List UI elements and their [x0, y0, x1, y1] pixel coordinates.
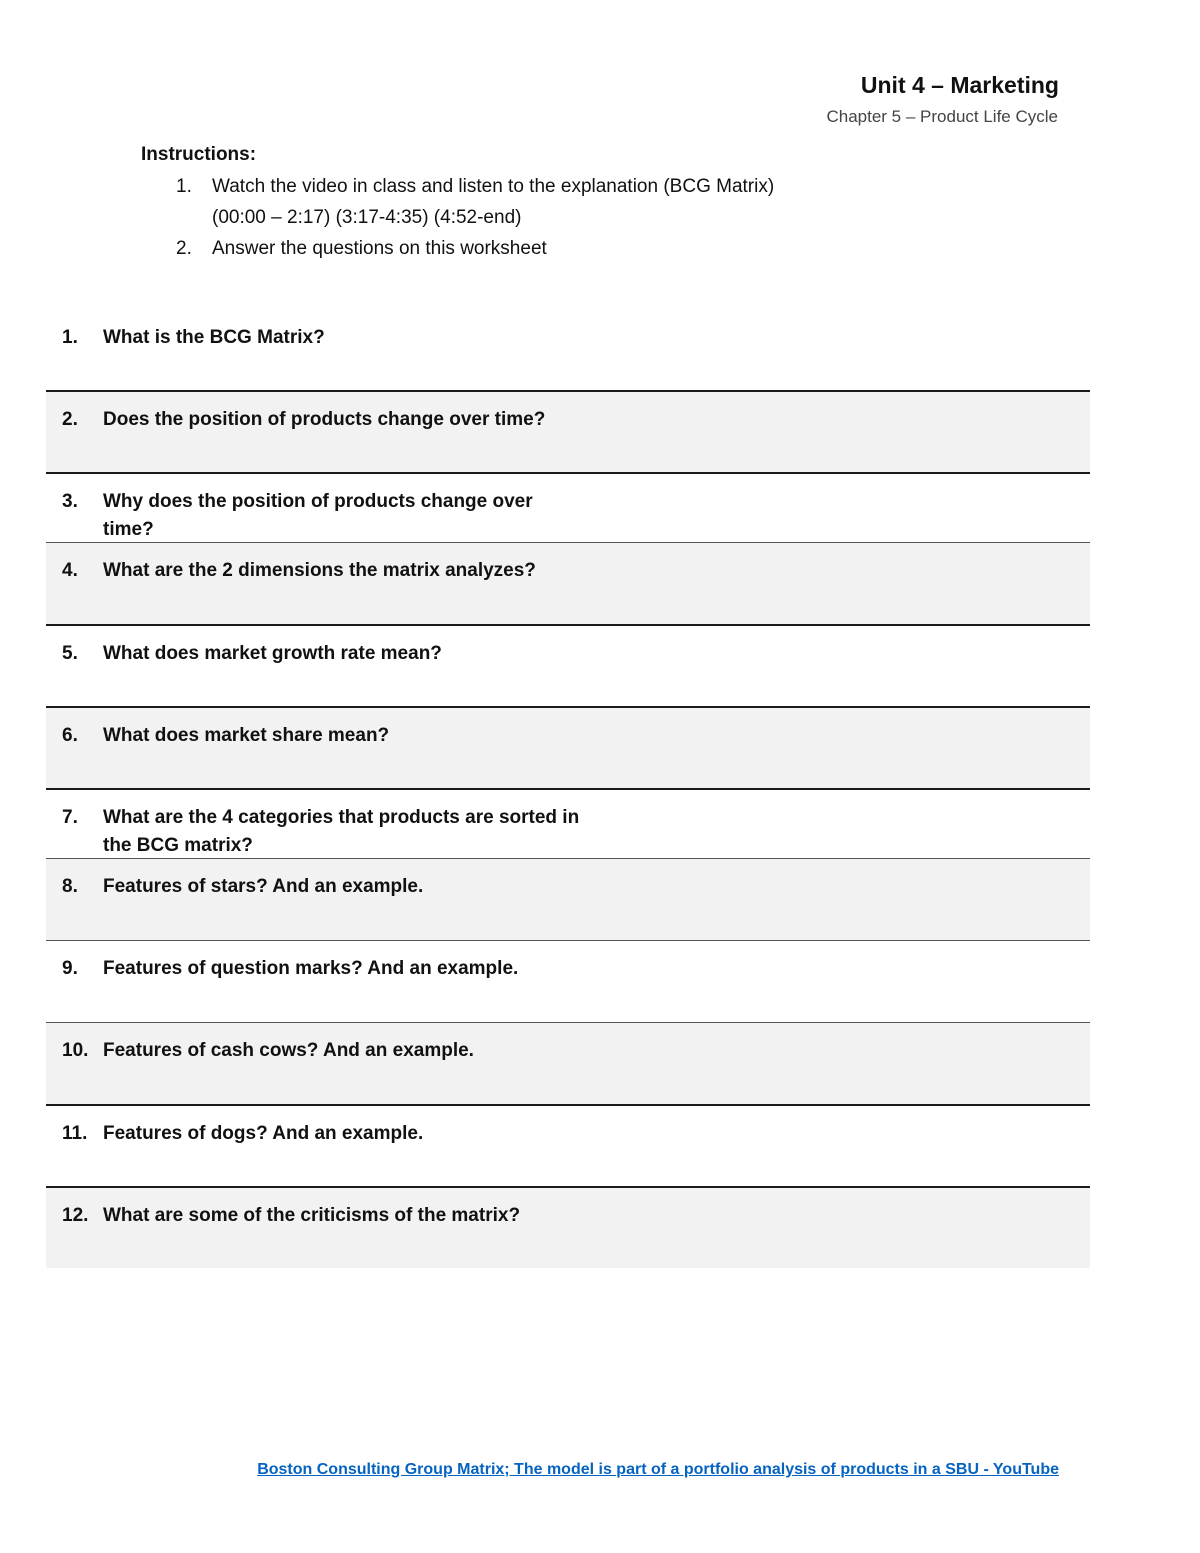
instruction-text: Answer the questions on this worksheet [212, 238, 547, 259]
question-row[interactable] [46, 788, 1090, 858]
question-text: What does market growth rate mean? [103, 643, 442, 664]
question-text: Features of question marks? And an example. [103, 958, 519, 979]
question-number: 7. [62, 807, 78, 828]
question-text: What are the 2 dimensions the matrix analyzes? [103, 560, 536, 581]
question-text: Does the position of products change over time? [103, 409, 546, 430]
question-row[interactable] [46, 940, 1090, 1022]
page-title: Unit 4 – Marketing [860, 72, 1059, 98]
question-row[interactable] [46, 1022, 1090, 1104]
question-text: What is the BCG Matrix? [103, 327, 325, 348]
instructions-block [141, 144, 774, 264]
question-number: 10. [62, 1040, 89, 1061]
question-list [46, 310, 1090, 1268]
instruction-number: 2. [176, 238, 192, 259]
question-text: Features of dogs? And an example. [103, 1123, 424, 1144]
question-text: Why does the position of products change over time? [103, 491, 533, 540]
question-row[interactable] [46, 1186, 1090, 1268]
question-number: 4. [62, 560, 78, 581]
question-text: What does market share mean? [103, 725, 390, 746]
question-row[interactable] [46, 624, 1090, 706]
youtube-video-link[interactable]: Boston Consulting Group Matrix; The model is part of a portfolio analysis of products in a SBU - YouTube [257, 1461, 1059, 1478]
instruction-text: (00:00 – 2:17) (3:17-4:35) (4:52-end) [212, 207, 522, 228]
instruction-item [141, 233, 774, 264]
question-number: 2. [62, 409, 78, 430]
instructions-heading: Instructions: [141, 144, 257, 165]
question-row[interactable] [46, 706, 1090, 788]
question-text: What are the 4 categories that products are sorted in the BCG matrix? [103, 807, 580, 856]
question-row[interactable] [46, 542, 1090, 624]
question-row[interactable] [46, 390, 1090, 472]
question-row[interactable] [46, 310, 1090, 390]
instruction-number: 1. [176, 176, 192, 197]
question-row[interactable] [46, 1104, 1090, 1186]
question-text: Features of cash cows? And an example. [103, 1040, 474, 1061]
question-text: What are some of the criticisms of the matrix? [103, 1205, 521, 1226]
instruction-text: Watch the video in class and listen to the explanation (BCG Matrix) [212, 176, 775, 197]
question-number: 12. [62, 1205, 89, 1226]
instruction-item [141, 171, 774, 233]
question-number: 9. [62, 958, 78, 979]
page-subtitle: Chapter 5 – Product Life Cycle [826, 107, 1058, 126]
question-number: 8. [62, 876, 78, 897]
question-number: 3. [62, 491, 78, 512]
question-number: 1. [62, 327, 78, 348]
question-text: Features of stars? And an example. [103, 876, 424, 897]
question-row[interactable] [46, 858, 1090, 940]
question-number: 11. [62, 1123, 88, 1144]
question-number: 6. [62, 725, 78, 746]
question-row[interactable] [46, 472, 1090, 542]
question-number: 5. [62, 643, 78, 664]
